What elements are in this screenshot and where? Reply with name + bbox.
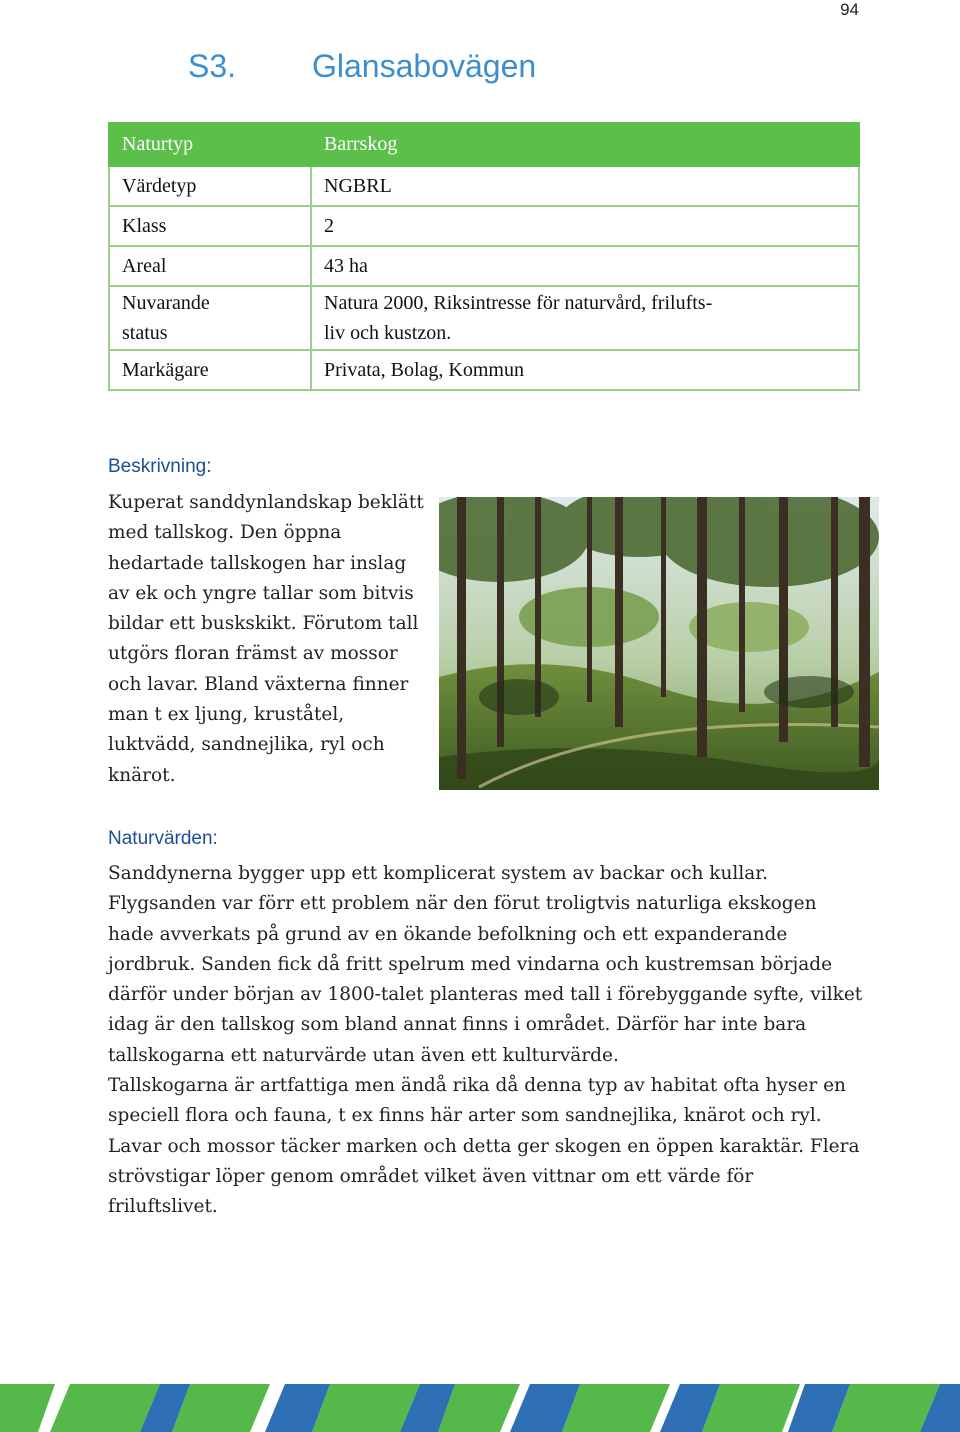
- site-info-table: [108, 122, 860, 391]
- site-name: Glansabovägen: [312, 48, 537, 84]
- table-row: [109, 246, 859, 286]
- table-key: Värdetyp: [109, 166, 311, 206]
- description-heading: Beskrivning:: [108, 456, 212, 477]
- table-value: Barrskog: [311, 123, 859, 166]
- table-value: [311, 286, 859, 350]
- table-key: Markägare: [109, 350, 311, 390]
- table-value-line: liv och kustzon.: [324, 322, 452, 344]
- table-row: [109, 206, 859, 246]
- table-row: [109, 350, 859, 390]
- table-key: [109, 286, 311, 350]
- table-value: Privata, Bolag, Kommun: [311, 350, 859, 390]
- table-key: Klass: [109, 206, 311, 246]
- table-value: NGBRL: [311, 166, 859, 206]
- table-key-line: Nuvarande: [122, 292, 210, 314]
- site-number: S3.: [188, 48, 237, 84]
- page-number: 94: [840, 0, 859, 19]
- footer-decoration: [0, 1384, 960, 1432]
- nature-values-heading: Naturvärden:: [108, 828, 218, 849]
- table-value: 2: [311, 206, 859, 246]
- table-key-line: status: [122, 322, 168, 344]
- description-text: Kuperat sanddynlandskap beklätt med tallskog. Den öppna hedartade tallskogen har inslag av ek och yngre tallar som bitvis bildar ett buskskikt. Förutom tall utgörs floran främst av mossor och lavar. Bland växterna finner man t ex ljung, kruståtel, luktvädd, sandnejlika, ryl och knärot.: [108, 492, 424, 786]
- paragraph: Tallskogarna är artfattiga men ändå rika då denna typ av habitat ofta hyser en speciell flora och fauna, t ex finns här arter som sandnejlika, knärot och ryl. Lavar och mossor täcker marken och detta ger skogen en öppen karaktär. Flera strövstigar löper genom området vilket även vittnar om ett värde för friluftslivet.: [108, 1075, 860, 1218]
- table-key: Naturtyp: [109, 123, 311, 166]
- table-header-row: [109, 123, 859, 166]
- forest-photo: [439, 497, 879, 790]
- table-value: 43 ha: [311, 246, 859, 286]
- paragraph: Sanddynerna bygger upp ett komplicerat system av backar och kullar. Flygsanden var förr ett problem när den förut troligtvis naturliga ekskogen hade avverkats på grund av en ökande befolkning och ett expanderande jordbruk. Sanden fick då fritt spelrum med vindarna och kustremsan började därför under början av 1800-talet planteras med tall i förebyggande syfte, vilket idag är den tallskog som bland annat finns i området. Därför har inte bara tallskogarna ett naturvärde utan även ett kulturvärde.: [108, 863, 863, 1066]
- table-value-line: Natura 2000, Riksintresse för naturvård, frilufts-: [324, 292, 713, 314]
- nature-values-text: [108, 859, 868, 1223]
- table-key: Areal: [109, 246, 311, 286]
- table-row: [109, 166, 859, 206]
- table-row: [109, 286, 859, 350]
- page-title: [188, 48, 536, 85]
